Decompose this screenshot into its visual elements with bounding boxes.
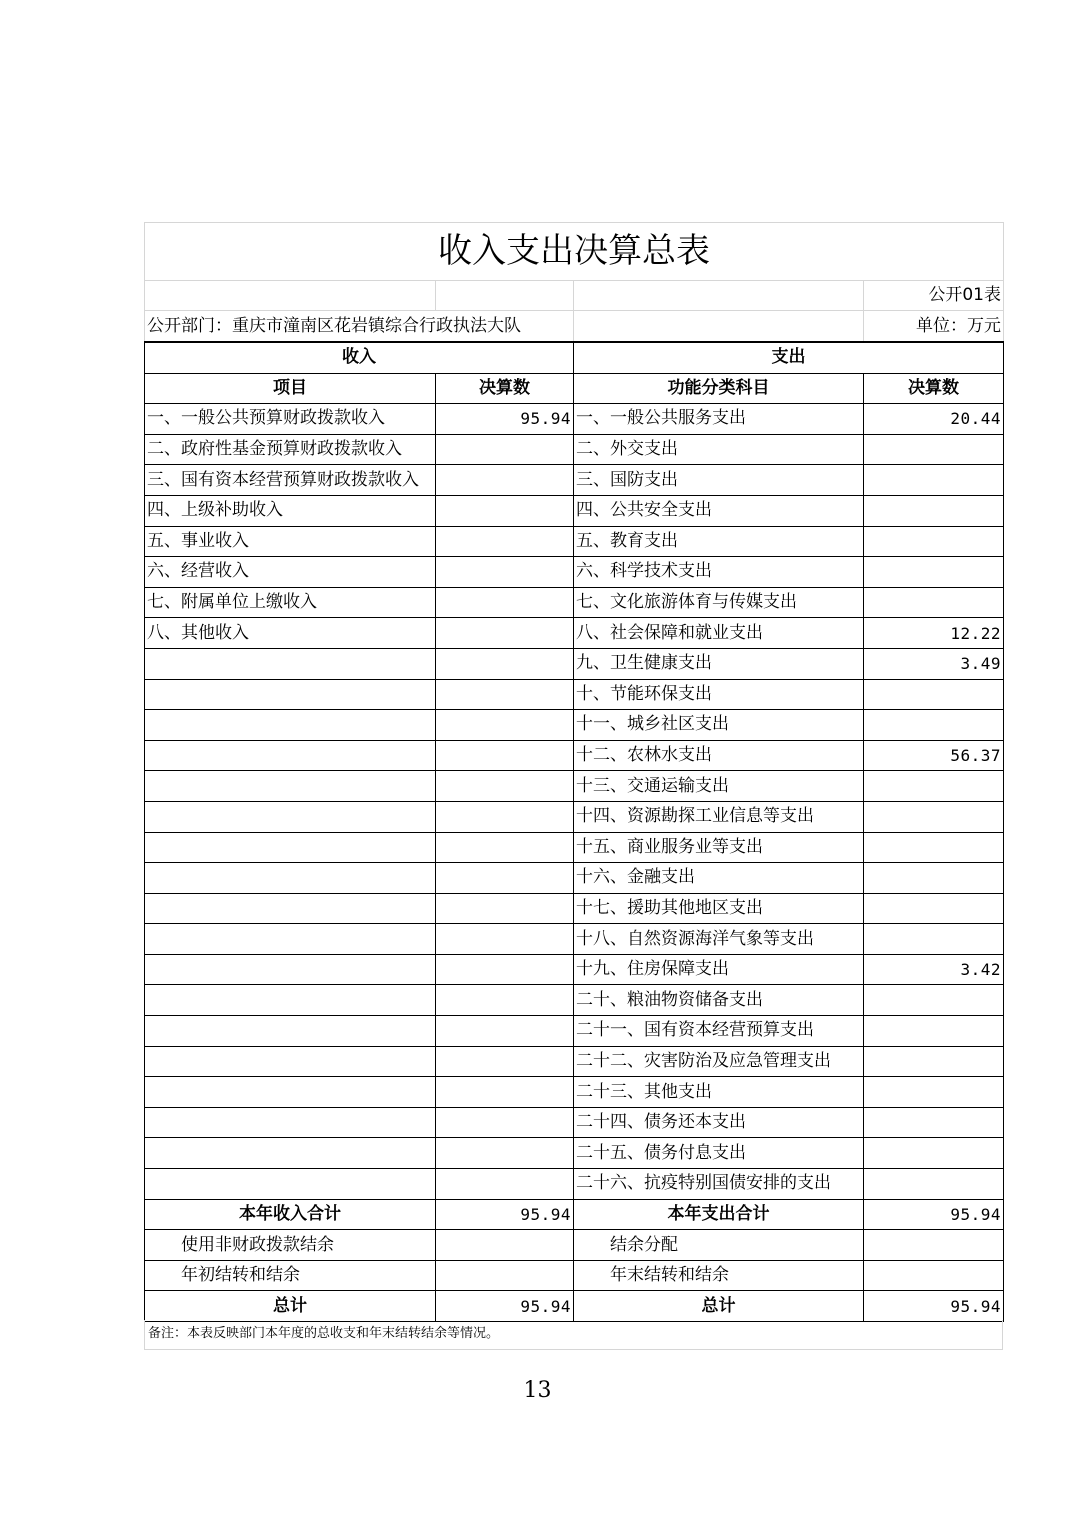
income-item: 使用非财政拨款结余 bbox=[145, 1230, 436, 1261]
expense-item: 十五、商业服务业等支出 bbox=[574, 832, 864, 863]
expense-item: 结余分配 bbox=[574, 1230, 864, 1261]
grand-total-income-value: 95.94 bbox=[436, 1291, 574, 1322]
income-amount bbox=[436, 679, 574, 710]
expense-item: 九、卫生健康支出 bbox=[574, 648, 864, 679]
table-row bbox=[145, 1107, 1004, 1138]
expense-item: 三、国防支出 bbox=[574, 465, 864, 496]
income-item bbox=[145, 1107, 436, 1138]
table-row bbox=[145, 710, 1004, 741]
income-amount bbox=[436, 618, 574, 649]
table-row bbox=[145, 1077, 1004, 1108]
expense-amount: 20.44 bbox=[864, 404, 1004, 435]
expense-total-label: 本年支出合计 bbox=[574, 1199, 864, 1230]
income-item bbox=[145, 893, 436, 924]
income-item: 四、上级补助收入 bbox=[145, 495, 436, 526]
income-amount bbox=[436, 954, 574, 985]
income-amount bbox=[436, 465, 574, 496]
unit-label: 单位：万元 bbox=[864, 311, 1004, 343]
income-item: 八、其他收入 bbox=[145, 618, 436, 649]
table-row bbox=[145, 771, 1004, 802]
income-amount bbox=[436, 740, 574, 771]
expense-amount bbox=[864, 1077, 1004, 1108]
income-amount bbox=[436, 893, 574, 924]
grand-total-income-label: 总计 bbox=[145, 1291, 436, 1322]
table-row bbox=[145, 648, 1004, 679]
income-item: 六、经营收入 bbox=[145, 557, 436, 588]
expense-amount bbox=[864, 1046, 1004, 1077]
income-amount bbox=[436, 587, 574, 618]
expense-item: 六、科学技术支出 bbox=[574, 557, 864, 588]
income-item: 七、附属单位上缴收入 bbox=[145, 587, 436, 618]
expense-item: 十六、金融支出 bbox=[574, 863, 864, 894]
expense-item: 十一、城乡社区支出 bbox=[574, 710, 864, 741]
expense-amount bbox=[864, 465, 1004, 496]
table-row bbox=[145, 985, 1004, 1016]
table-row bbox=[145, 526, 1004, 557]
expense-amount bbox=[864, 771, 1004, 802]
budget-sheet bbox=[144, 222, 1003, 1322]
income-amount bbox=[436, 771, 574, 802]
income-item bbox=[145, 801, 436, 832]
income-amount bbox=[436, 1138, 574, 1169]
expense-amount bbox=[864, 434, 1004, 465]
expense-amount bbox=[864, 1107, 1004, 1138]
table-title: 收入支出决算总表 bbox=[145, 223, 1004, 281]
income-amount bbox=[436, 495, 574, 526]
table-row bbox=[145, 465, 1004, 496]
expense-amount bbox=[864, 801, 1004, 832]
income-item bbox=[145, 1016, 436, 1047]
annual-total-row bbox=[145, 1199, 1004, 1230]
page-number: 13 bbox=[523, 1378, 552, 1403]
expense-amount bbox=[864, 863, 1004, 894]
table-row bbox=[145, 404, 1004, 435]
department-row bbox=[145, 311, 1004, 343]
expense-amount: 56.37 bbox=[864, 740, 1004, 771]
income-total-value: 95.94 bbox=[436, 1199, 574, 1230]
income-amount bbox=[436, 1230, 574, 1261]
table-row bbox=[145, 557, 1004, 588]
expense-item: 二十三、其他支出 bbox=[574, 1077, 864, 1108]
title-row bbox=[145, 223, 1004, 281]
income-amount bbox=[436, 985, 574, 1016]
section-header-row bbox=[145, 342, 1004, 373]
expense-item: 八、社会保障和就业支出 bbox=[574, 618, 864, 649]
income-item bbox=[145, 924, 436, 955]
expense-amount: 3.42 bbox=[864, 954, 1004, 985]
income-amount bbox=[436, 557, 574, 588]
income-amount bbox=[436, 1260, 574, 1291]
income-item: 年初结转和结余 bbox=[145, 1260, 436, 1291]
income-amount bbox=[436, 801, 574, 832]
expense-item: 二十、粮油物资储备支出 bbox=[574, 985, 864, 1016]
expense-item: 二十一、国有资本经营预算支出 bbox=[574, 1016, 864, 1047]
expense-amount bbox=[864, 495, 1004, 526]
income-item bbox=[145, 648, 436, 679]
col-item-header: 项目 bbox=[145, 373, 436, 404]
table-row bbox=[145, 924, 1004, 955]
income-amount bbox=[436, 1077, 574, 1108]
expense-amount bbox=[864, 893, 1004, 924]
expense-amount bbox=[864, 1016, 1004, 1047]
department-label: 公开部门：重庆市潼南区花岩镇综合行政执法大队 bbox=[145, 311, 574, 343]
table-row bbox=[145, 587, 1004, 618]
income-item bbox=[145, 740, 436, 771]
expense-amount bbox=[864, 985, 1004, 1016]
income-item bbox=[145, 954, 436, 985]
grand-total-expense-label: 总计 bbox=[574, 1291, 864, 1322]
table-row bbox=[145, 1016, 1004, 1047]
income-item bbox=[145, 863, 436, 894]
expense-amount bbox=[864, 1260, 1004, 1291]
income-item bbox=[145, 832, 436, 863]
table-row bbox=[145, 679, 1004, 710]
income-item: 二、政府性基金预算财政拨款收入 bbox=[145, 434, 436, 465]
table-row bbox=[145, 1260, 1004, 1291]
table-row bbox=[145, 893, 1004, 924]
table-row bbox=[145, 618, 1004, 649]
expense-amount: 3.49 bbox=[864, 648, 1004, 679]
expense-item: 十三、交通运输支出 bbox=[574, 771, 864, 802]
income-amount bbox=[436, 1169, 574, 1200]
table-row bbox=[145, 801, 1004, 832]
table-row bbox=[145, 740, 1004, 771]
table-row bbox=[145, 832, 1004, 863]
table-row bbox=[145, 954, 1004, 985]
income-item bbox=[145, 710, 436, 741]
income-item bbox=[145, 985, 436, 1016]
expense-item: 二、外交支出 bbox=[574, 434, 864, 465]
expense-item: 十七、援助其他地区支出 bbox=[574, 893, 864, 924]
expense-item: 二十四、债务还本支出 bbox=[574, 1107, 864, 1138]
table-row bbox=[145, 863, 1004, 894]
expense-item: 十八、自然资源海洋气象等支出 bbox=[574, 924, 864, 955]
income-total-label: 本年收入合计 bbox=[145, 1199, 436, 1230]
table-row bbox=[145, 1138, 1004, 1169]
income-item bbox=[145, 771, 436, 802]
income-amount bbox=[436, 526, 574, 557]
expense-item: 七、文化旅游体育与传媒支出 bbox=[574, 587, 864, 618]
income-amount bbox=[436, 434, 574, 465]
expense-item: 十九、住房保障支出 bbox=[574, 954, 864, 985]
grand-total-expense-value: 95.94 bbox=[864, 1291, 1004, 1322]
income-amount bbox=[436, 863, 574, 894]
expense-amount bbox=[864, 557, 1004, 588]
income-item bbox=[145, 1046, 436, 1077]
expense-amount bbox=[864, 679, 1004, 710]
expense-item: 五、教育支出 bbox=[574, 526, 864, 557]
form-number-row bbox=[145, 281, 1004, 311]
col-income-amount-header: 决算数 bbox=[436, 373, 574, 404]
expense-header: 支出 bbox=[574, 342, 1004, 373]
expense-amount bbox=[864, 526, 1004, 557]
expense-amount bbox=[864, 832, 1004, 863]
expense-amount bbox=[864, 587, 1004, 618]
income-amount bbox=[436, 648, 574, 679]
income-item: 五、事业收入 bbox=[145, 526, 436, 557]
expense-item: 年末结转和结余 bbox=[574, 1260, 864, 1291]
col-category-header: 功能分类科目 bbox=[574, 373, 864, 404]
income-item: 三、国有资本经营预算财政拨款收入 bbox=[145, 465, 436, 496]
expense-amount bbox=[864, 1169, 1004, 1200]
grand-total-row bbox=[145, 1291, 1004, 1322]
income-amount: 95.94 bbox=[436, 404, 574, 435]
expense-amount bbox=[864, 710, 1004, 741]
expense-item: 十二、农林水支出 bbox=[574, 740, 864, 771]
income-item bbox=[145, 679, 436, 710]
expense-amount bbox=[864, 1138, 1004, 1169]
table-note: 备注：本表反映部门本年度的总收支和年末结转结余等情况。 bbox=[144, 1320, 1003, 1350]
income-item bbox=[145, 1169, 436, 1200]
table-row bbox=[145, 1169, 1004, 1200]
expense-item: 十、节能环保支出 bbox=[574, 679, 864, 710]
expense-amount bbox=[864, 1230, 1004, 1261]
expense-item: 二十五、债务付息支出 bbox=[574, 1138, 864, 1169]
income-amount bbox=[436, 1046, 574, 1077]
expense-item: 十四、资源勘探工业信息等支出 bbox=[574, 801, 864, 832]
summary-table bbox=[144, 222, 1004, 1322]
column-header-row bbox=[145, 373, 1004, 404]
form-number: 公开01表 bbox=[864, 281, 1004, 311]
expense-item: 二十二、灾害防治及应急管理支出 bbox=[574, 1046, 864, 1077]
income-item bbox=[145, 1138, 436, 1169]
table-row bbox=[145, 1230, 1004, 1261]
income-amount bbox=[436, 832, 574, 863]
income-amount bbox=[436, 1107, 574, 1138]
income-amount bbox=[436, 710, 574, 741]
expense-total-value: 95.94 bbox=[864, 1199, 1004, 1230]
income-amount bbox=[436, 1016, 574, 1047]
income-item bbox=[145, 1077, 436, 1108]
table-row bbox=[145, 495, 1004, 526]
table-row bbox=[145, 434, 1004, 465]
expense-item: 二十六、抗疫特别国债安排的支出 bbox=[574, 1169, 864, 1200]
expense-item: 四、公共安全支出 bbox=[574, 495, 864, 526]
income-item: 一、一般公共预算财政拨款收入 bbox=[145, 404, 436, 435]
expense-amount bbox=[864, 924, 1004, 955]
expense-item: 一、一般公共服务支出 bbox=[574, 404, 864, 435]
table-row bbox=[145, 1046, 1004, 1077]
expense-amount: 12.22 bbox=[864, 618, 1004, 649]
income-amount bbox=[436, 924, 574, 955]
income-header: 收入 bbox=[145, 342, 574, 373]
col-expense-amount-header: 决算数 bbox=[864, 373, 1004, 404]
